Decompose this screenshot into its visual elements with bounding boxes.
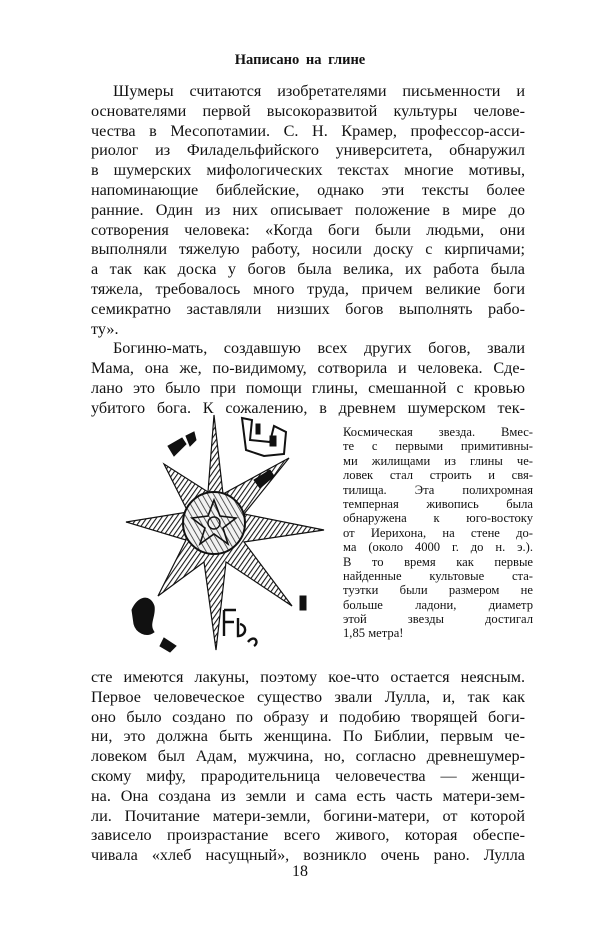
text-line: основателями первой высокоразвитой культуры челове- — [91, 101, 525, 120]
text-line: выполняли тяжелую работу, носили доску с кирпичами; — [91, 240, 525, 259]
text-line: чества в Месопотамии. С. Н. Крамер, профессор-асси- — [91, 121, 525, 140]
caption-line: найденные культовые ста- — [343, 568, 533, 583]
text-line: напоминающие библейские, однако эти тексты более — [91, 180, 525, 199]
caption-line: обнаружена к юго-востоку — [343, 511, 533, 526]
caption-line: 1,85 метра! — [343, 626, 404, 641]
text-line: убитого бога. К сожалению, в древнем шумерском тек- — [91, 398, 525, 417]
text-line: сотворения человека: «Когда боги были людьми, они — [91, 220, 525, 239]
text-line: в шумерских мифологических текстах многие мотивы, — [91, 161, 525, 180]
caption-line: этой звезды достигал — [343, 612, 533, 627]
text-line: оно было создано по образу и подобию творящей боги- — [91, 707, 525, 726]
text-line: зависело произрастание всего живого, которая обеспе- — [91, 826, 525, 845]
caption-line: темперная живопись была — [343, 496, 533, 511]
caption-line: туэтки были размером не — [343, 583, 533, 598]
text-line: чивала «хлеб насущный», возникло очень рано. Лулла — [91, 846, 525, 865]
text-line: ни, это должна быть женщина. По Библии, первым че- — [91, 727, 525, 746]
text-line: Богиню-мать, создавшую всех других богов, звали — [113, 339, 525, 358]
text-line: сте имеются лакуны, поэтому кое-что остается неясным. — [91, 668, 525, 686]
text-line: скому мифу, прародительница человечества — женщи- — [91, 766, 525, 785]
caption-line: ловек стал строить и свя- — [343, 468, 533, 483]
caption-line: ма (около 4000 г. до н. э.). — [343, 540, 533, 555]
text-line: на. Она создана из земли и сама есть часть матери-зем- — [91, 786, 525, 805]
text-line: ловеком был Адам, мужчина, но, согласно древнешумер- — [91, 747, 525, 766]
text-line: Мама, она же, по-видимому, сотворила и человека. Сде- — [91, 359, 525, 378]
text-line: тяжела, требовалось много труда, причем великие боги — [91, 279, 525, 298]
page-number: 18 — [292, 863, 308, 880]
text-line: риолог из Филадельфийского университета, обнаружил — [91, 141, 525, 160]
caption-line: Космическая звезда. Вмес- — [343, 425, 533, 439]
figure-caption — [343, 425, 533, 641]
caption-line: ми жилищами из глины че- — [343, 453, 533, 468]
text-line: ранние. Один из них описывает положение в мире до — [91, 200, 525, 219]
cosmic-star-illustration — [124, 410, 344, 655]
section-heading: Написано на глине — [234, 52, 366, 68]
body-text-bottom — [91, 668, 525, 866]
text-line: а так как доска у богов была велика, их работа была — [91, 260, 525, 279]
caption-line: от Иерихона, на стене до- — [343, 525, 533, 540]
caption-line: те с первыми примитивны- — [343, 439, 533, 454]
text-line: семикратно заставляли низших богов выполнять рабо- — [91, 299, 525, 318]
text-line: Шумеры считаются изобретателями письменности и — [113, 82, 525, 100]
text-line: лано это было при помощи глины, смешанной с кровью — [91, 378, 525, 397]
body-text-top — [91, 82, 525, 419]
text-line: Первое человеческое существо звали Лулла, и, так как — [91, 687, 525, 706]
text-line: ли. Почитание матери-земли, богини-матери, от которой — [91, 806, 525, 825]
text-line: ту». — [91, 319, 119, 338]
caption-line: тилища. Эта полихромная — [343, 482, 533, 497]
caption-line: В то время как первые — [343, 554, 533, 569]
caption-line: больше ладони, диаметр — [343, 597, 533, 612]
painted-signs — [224, 610, 256, 646]
